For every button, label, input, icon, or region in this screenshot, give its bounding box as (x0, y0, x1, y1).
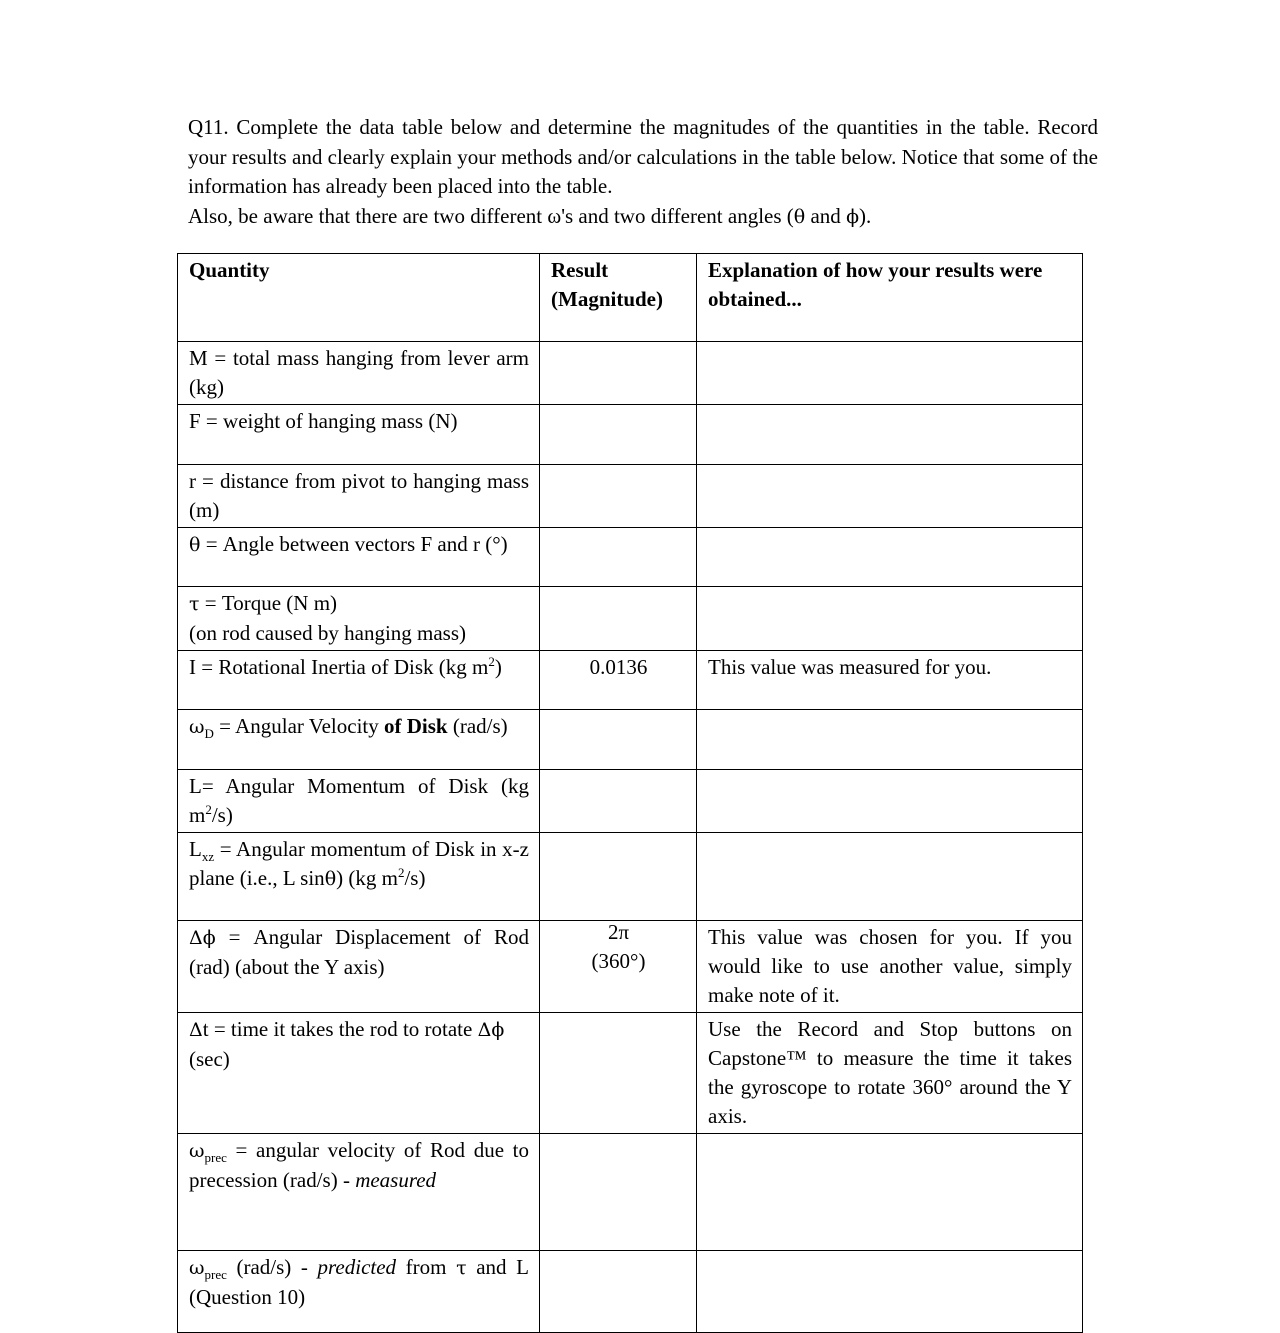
omega-symbol: ω (189, 716, 205, 738)
table-row (178, 1134, 1083, 1251)
note-prefix: Also, be aware that there are two different ω's and two different angles ( (188, 203, 794, 228)
result-cell[interactable] (540, 587, 697, 651)
quantity-cell (178, 921, 540, 1013)
result-cell[interactable] (540, 528, 697, 587)
result-cell[interactable] (540, 465, 697, 528)
omega-symbol: ω (189, 1257, 205, 1279)
quantity-cell (178, 1134, 540, 1251)
explanation-cell[interactable] (697, 405, 1083, 465)
explanation-cell[interactable] (697, 587, 1083, 651)
quantity-cell: F = weight of hanging mass (N) (178, 405, 540, 465)
quantity-text: (rad/s) - (226, 1255, 318, 1279)
quantity-end: ) (494, 655, 502, 679)
phi-symbol: ϕ (846, 205, 860, 228)
table-row (178, 342, 1083, 405)
explanation-cell[interactable]: This value was chosen for you. If you would like to use another value, simply make note of it. (697, 921, 1083, 1013)
quantity-end: and L (Question 10) (189, 1255, 529, 1309)
quantity-cell (178, 528, 540, 587)
result-cell[interactable] (540, 770, 697, 833)
theta-symbol: θ (189, 534, 201, 556)
superscript: 2 (397, 865, 405, 880)
explanation-cell[interactable]: This value was measured for you. (697, 651, 1083, 710)
theta-symbol: θ (793, 205, 806, 228)
result-cell[interactable]: 0.0136 (540, 651, 697, 710)
delta-symbol: Δ (189, 1019, 203, 1041)
delta-phi-symbol: Δϕ (477, 1019, 505, 1041)
quantity-end: /s) (211, 803, 233, 827)
explanation-cell[interactable] (697, 528, 1083, 587)
result-cell[interactable] (540, 1251, 697, 1333)
quantity-text: L= Angular Momentum of Disk (kg m (189, 774, 529, 827)
quantity-text-line2: (on rod caused by hanging mass) (189, 621, 467, 645)
quantity-italic: predicted (317, 1255, 397, 1279)
quantity-bold: of Disk (384, 714, 448, 738)
quantity-mid2: ) (kg m (336, 866, 398, 890)
quantity-end: /s) (404, 866, 426, 890)
quantity-cell (178, 710, 540, 770)
result-cell[interactable] (540, 405, 697, 465)
delta-phi-symbol: Δϕ (189, 927, 216, 949)
result-cell[interactable] (540, 1134, 697, 1251)
table-row (178, 465, 1083, 528)
result-cell[interactable] (540, 710, 697, 770)
explanation-cell[interactable] (697, 1251, 1083, 1333)
note-suffix: ). (859, 203, 872, 228)
result-line-1: 2π (607, 920, 630, 944)
quantity-end: (rad/s) (447, 714, 508, 738)
table-row (178, 833, 1083, 921)
quantity-text: I = Rotational Inertia of Disk (kg m (189, 655, 489, 679)
result-cell[interactable] (540, 342, 697, 405)
quantity-text: L (189, 837, 202, 861)
quantity-cell (178, 833, 540, 921)
result-cell[interactable] (540, 921, 697, 1013)
header-explanation: Explanation of how your results were obtained... (697, 254, 1083, 342)
quantity-mid: from (396, 1255, 457, 1279)
explanation-cell[interactable] (697, 710, 1083, 770)
result-cell[interactable] (540, 833, 697, 921)
quantity-cell: M = total mass hanging from lever arm (kg) (178, 342, 540, 405)
table-row (178, 528, 1083, 587)
theta-symbol: θ (324, 868, 337, 890)
table-row (178, 405, 1083, 465)
superscript: 2 (205, 802, 212, 817)
instructions-note (188, 202, 1098, 233)
table-row (178, 1013, 1083, 1134)
quantity-cell (178, 587, 540, 651)
note-and: and (805, 203, 847, 228)
explanation-cell[interactable] (697, 342, 1083, 405)
quantity-italic: measured (355, 1168, 437, 1192)
omega-symbol: ω (189, 1140, 205, 1162)
subscript: prec (204, 1267, 227, 1283)
tau-symbol: τ (189, 593, 200, 615)
quantity-text: t = time it takes the rod to rotate (202, 1017, 478, 1041)
quantity-cell (178, 651, 540, 710)
header-result: Result (Magnitude) (540, 254, 697, 342)
quantity-text: = Angle between vectors F and r (°) (200, 532, 508, 556)
explanation-cell[interactable] (697, 1134, 1083, 1251)
quantity-mid: = Angular momentum of Disk in x-z plane (i.e., L sin (189, 837, 529, 890)
table-row (178, 587, 1083, 651)
explanation-cell[interactable] (697, 833, 1083, 921)
explanation-cell[interactable] (697, 465, 1083, 528)
superscript: 2 (488, 654, 495, 669)
table-row (178, 710, 1083, 770)
header-quantity: Quantity (178, 254, 540, 342)
result-cell[interactable] (540, 1013, 697, 1134)
table-header-row (178, 254, 1083, 342)
subscript: xz (201, 849, 215, 865)
instructions (188, 113, 1098, 232)
table-row (178, 921, 1083, 1013)
table-row (178, 1251, 1083, 1333)
quantity-end: (sec) (189, 1047, 230, 1071)
subscript: prec (204, 1150, 227, 1166)
quantity-cell (178, 1013, 540, 1134)
tau-symbol: τ (456, 1257, 467, 1279)
quantity-cell (178, 1251, 540, 1333)
explanation-cell[interactable]: Use the Record and Stop buttons on Capstone™ to measure the time it takes the gyroscope to rotate 360° around the Y axis. (697, 1013, 1083, 1134)
quantity-cell: r = distance from pivot to hanging mass (m) (178, 465, 540, 528)
quantity-cell (178, 770, 540, 833)
table-row (178, 651, 1083, 710)
result-line-2: (360°) (591, 949, 646, 973)
quantity-text: = Angular Displacement of Rod (rad) (about the Y axis) (189, 925, 529, 979)
data-table (177, 253, 1083, 1333)
explanation-cell[interactable] (697, 770, 1083, 833)
instructions-text: Q11. Complete the data table below and determine the magnitudes of the quantities in the table. Record your results and clearly explain your methods and/or calculations in the table below. Notice that some of the information has already been placed into the table. (188, 115, 1098, 198)
subscript: D (204, 726, 214, 742)
quantity-text: = angular velocity of Rod due to precession (rad/s) - (189, 1138, 529, 1192)
quantity-text: = Angular Velocity (213, 714, 384, 738)
table-row (178, 770, 1083, 833)
quantity-text: = Torque (N m) (199, 591, 338, 615)
